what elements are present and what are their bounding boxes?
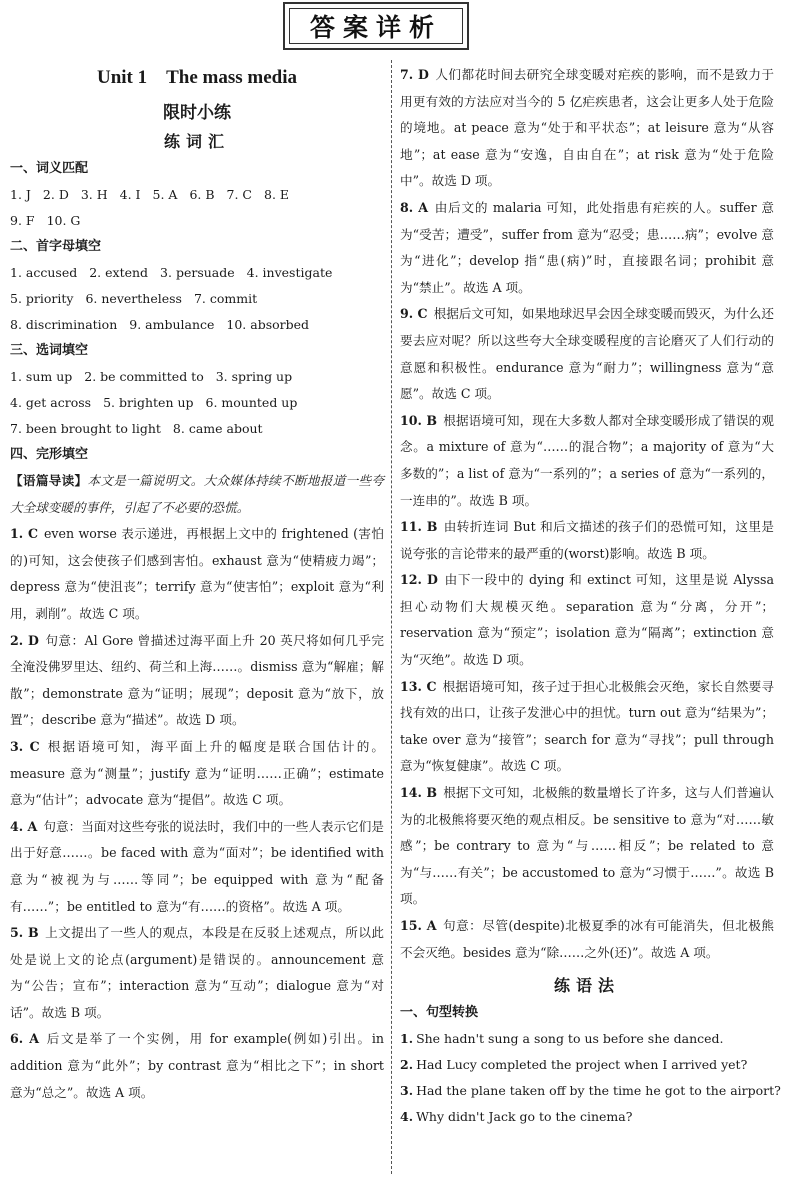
item-number: 7. D — [400, 67, 429, 82]
explanation-item — [400, 567, 774, 673]
guide-text: 本文是一篇说明文。大众媒体持续不断地报道一些夸大全球变暖的事件，引起了不必要的恐慌。 — [10, 473, 385, 515]
answer-row — [10, 208, 384, 234]
item-text: 由转折连词 But 和后文描述的孩子们的恐慌可知，这里是说夸张的言论带来的最严重的(worst)影响。故选 B 项。 — [400, 519, 774, 561]
explanation-item — [400, 301, 774, 407]
answer-item: 4. I — [119, 187, 141, 202]
item-number: 12. D — [400, 572, 438, 588]
section-title-vocabulary: 练词汇 — [163, 132, 230, 151]
answer-banner — [283, 2, 469, 50]
explanation-item — [400, 780, 774, 913]
explanation-item — [400, 913, 774, 966]
answer-item: 5. A — [152, 187, 178, 202]
part2-heading: 二、首字母填空 — [10, 239, 102, 254]
grammar-line — [400, 1078, 781, 1104]
answer-item: 1. accused — [10, 265, 78, 280]
item-text: 句意：当面对这些夸张的说法时，我们中的一些人表示它们是出于好意……。be faced with 意为“面对”；be identified with 意为“被视为与……等同”；be equipped with 意为“配备有……”；be entitled to 意为“有……的资格”。故选 A 项。 — [10, 818, 384, 914]
explanation-item — [10, 1026, 384, 1106]
answer-item: 6. B — [189, 187, 215, 202]
item-text: 上文提出了一些人的观点，本段是在反驳上述观点，所以此处是说上文的论点(argument)是错误的。announcement 意为“公告；宣布”；interaction 意为“互动”；dialogue 意为“对话”。故选 B 项。 — [10, 925, 384, 1020]
answer-item: 10. G — [46, 213, 81, 228]
answer-item: 8. E — [264, 187, 290, 202]
answer-item: 8. discrimination — [10, 317, 118, 332]
grammar-heading: 一、句型转换 — [400, 1005, 479, 1021]
answer-row — [10, 182, 384, 208]
item-number: 4. A — [10, 818, 38, 834]
unit-title: Unit 1 The mass media — [96, 67, 298, 88]
grammar-text: Had Lucy completed the project when I arrived yet? — [416, 1057, 748, 1073]
grammar-text: She hadn't sung a song to us before she danced. — [416, 1031, 724, 1047]
section-title-grammar: 练语法 — [553, 976, 620, 996]
item-text: 根据语境可知，现在大多数人都对全球变暖形成了错误的观念。a mixture of 意为“……的混合物”；a majority of 意为“大多数的”；a list of 意为“一系列的”；a series of 意为“一系列的，一连串的”。故选 B 项。 — [400, 412, 775, 508]
explanation-item — [400, 514, 774, 567]
grammar-line — [400, 1052, 774, 1078]
grammar-number: 4. — [400, 1109, 414, 1125]
part1-heading: 一、词义匹配 — [10, 161, 89, 176]
answer-item: 2. be committed to — [84, 369, 204, 384]
grammar-number: 2. — [400, 1057, 414, 1073]
explanation-item — [10, 920, 384, 1026]
answer-row — [10, 416, 384, 442]
answer-item: 1. J — [10, 187, 31, 202]
grammar-text: Why didn't Jack go to the cinema? — [416, 1109, 633, 1125]
banner-title: 答案详析 — [309, 13, 442, 42]
explanation-item — [10, 734, 384, 814]
part3-answers — [10, 364, 384, 442]
answer-item: 9. ambulance — [129, 317, 215, 332]
item-number: 5. B — [10, 925, 39, 941]
item-text: 句意：尽管(despite)北极夏季的冰有可能消失，但北极熊不会灭绝。besides 意为“除……之外(还)”。故选 A 项。 — [400, 918, 774, 960]
item-text: 由下一段中的 dying 和 extinct 可知，这里是说 Alyssa 担心动物们大规模灭绝。separation 意为“分离，分开”；reservation 意为“预定”；isolation 意为“隔离”；extinction 意为“灭绝”。故选 D 项。 — [400, 572, 775, 668]
item-text: 根据语境可知，海平面上升的幅度是联合国估计的。measure 意为“测量”；justify 意为“证明……正确”；estimate 意为“估计”；advocate 意为“提倡”。故选 C 项。 — [10, 738, 384, 808]
answer-item: 6. nevertheless — [85, 291, 182, 306]
item-text: 根据下文可知，北极熊的数量增长了许多，这与人们普遍认为的北极熊将要灭绝的观点相反。be sensitive to 意为“对……敏感”；be contrary to 意为“与……相反”；be related to 意为“与……有关”；be accustomed to 意为“习惯于……”。故选 B 项。 — [400, 785, 774, 907]
grammar-answers — [400, 1026, 781, 1130]
item-number: 8. A — [400, 199, 429, 215]
cloze-explanations-left — [10, 521, 384, 1106]
item-number: 2. D — [10, 632, 39, 648]
part1-answers — [10, 182, 384, 234]
answer-item: 4. investigate — [246, 265, 333, 280]
explanation-item — [400, 62, 774, 195]
item-text: 后文是举了一个实例，用 for example(例如)引出。in addition 意为“此外”；by contrast 意为“相比之下”；in short 意为“总之”。故选 A 项。 — [10, 1031, 384, 1100]
answer-row — [10, 390, 384, 416]
explanation-item — [10, 521, 384, 627]
item-text: 根据后文可知，如果地球迟早会因全球变暖而毁灭，为什么还要去应对呢？所以这些夸大全球变暖程度的言论磨灭了人们行动的意愿和积极性。endurance 意为“耐力”；willingness 意为“意愿”。故选 C 项。 — [400, 306, 775, 402]
answer-item: 7. C — [226, 187, 252, 202]
item-number: 14. B — [400, 785, 438, 801]
answer-item: 3. spring up — [215, 369, 293, 384]
item-text: even worse 表示递进，再根据上文中的 frightened (害怕的)可知，这会使孩子们感到害怕。exhaust 意为“使精疲力竭”；depress 意为“使沮丧”；terrify 意为“使害怕”；exploit 意为“利用，剥削”。故选 C 项。 — [10, 526, 384, 621]
explanation-item — [400, 195, 774, 301]
answer-item: 7. been brought to light — [10, 421, 161, 436]
answer-row — [10, 286, 384, 312]
item-number: 9. C — [400, 306, 428, 322]
cloze-explanations-right — [400, 62, 774, 966]
grammar-line — [400, 1104, 774, 1130]
item-text: 人们都花时间去研究全球变暖对疟疾的影响，而不是致力于用更有效的方法应对当今的 5 亿疟疾患者，这会让更多人处于危险的境地。at peace 意为“处于和平状态”；at leisure 意为“从容地”；at ease 意为“安逸，自由自在”；at risk 意为“处于危险中”。故选 D 项。 — [400, 67, 775, 189]
answer-row — [10, 364, 384, 390]
item-number: 3. C — [10, 738, 40, 754]
grammar-number: 1. — [400, 1031, 414, 1047]
item-text: 由后文的 malaria 可知，此处指患有疟疾的人。suffer 意为“受苦；遭受”，suffer from 意为“忍受；患……病”；evolve 意为“进化”；develop 指“患(病)”时，直接跟名词；prohibit 意为“禁止”。故选 A 项。 — [400, 199, 775, 295]
part2-answers — [10, 260, 384, 338]
item-text: 根据语境可知，孩子过于担心北极熊会灭绝，家长自然要寻找有效的出口，让孩子发泄心中的担忧。turn out 意为“结果为”；take over 意为“接管”；search for 意为“寻找”；pull through 意为“恢复健康”。故选 C 项。 — [400, 678, 774, 774]
left-column — [10, 62, 384, 1106]
answer-item: 7. commit — [193, 291, 258, 306]
item-text: 句意：Al Gore 曾描述过海平面上升 20 英尺将如何几乎完全淹没佛罗里达、纽约、荷兰和上海……。dismiss 意为“解雇；解散”；demonstrate 意为“证明；展现”；deposit 意为“放下，放置”；describe 意为“描述”。故选 D 项。 — [10, 632, 385, 728]
explanation-item — [10, 814, 384, 920]
right-column — [400, 62, 781, 1130]
explanation-item — [400, 408, 774, 514]
answer-item: 2. extend — [89, 265, 149, 280]
part4-heading: 四、完形填空 — [10, 447, 89, 462]
answer-item: 5. priority — [10, 291, 74, 306]
column-divider — [391, 60, 392, 1174]
answer-item: 2. D — [42, 187, 69, 202]
answer-item: 8. came about — [172, 421, 263, 436]
answer-item: 3. H — [80, 187, 108, 202]
explanation-item — [10, 628, 384, 734]
explanation-item — [400, 674, 774, 780]
grammar-number: 3. — [400, 1083, 414, 1099]
grammar-line — [400, 1026, 774, 1052]
sub-title: 限时小练 — [163, 103, 231, 123]
answer-item: 3. persuade — [160, 265, 235, 280]
answer-row — [10, 260, 384, 286]
item-number: 6. A — [10, 1031, 40, 1047]
answer-item: 9. F — [10, 213, 35, 228]
answer-item: 4. get across — [10, 395, 92, 410]
part3-heading: 三、选词填空 — [10, 343, 89, 358]
grammar-text: Had the plane taken off by the time he got to the airport? — [416, 1083, 781, 1099]
answer-item: 6. mounted up — [205, 395, 298, 410]
reading-guide — [10, 468, 384, 521]
item-number: 1. C — [10, 526, 38, 542]
item-number: 13. C — [400, 678, 437, 694]
item-number: 11. B — [400, 519, 438, 535]
item-number: 15. A — [400, 918, 437, 933]
answer-item: 10. absorbed — [226, 317, 310, 332]
guide-tag: 【语篇导读】 — [10, 473, 88, 488]
answer-item: 1. sum up — [10, 369, 73, 384]
answer-row — [10, 312, 384, 338]
item-number: 10. B — [400, 412, 438, 428]
answer-item: 5. brighten up — [103, 395, 194, 410]
